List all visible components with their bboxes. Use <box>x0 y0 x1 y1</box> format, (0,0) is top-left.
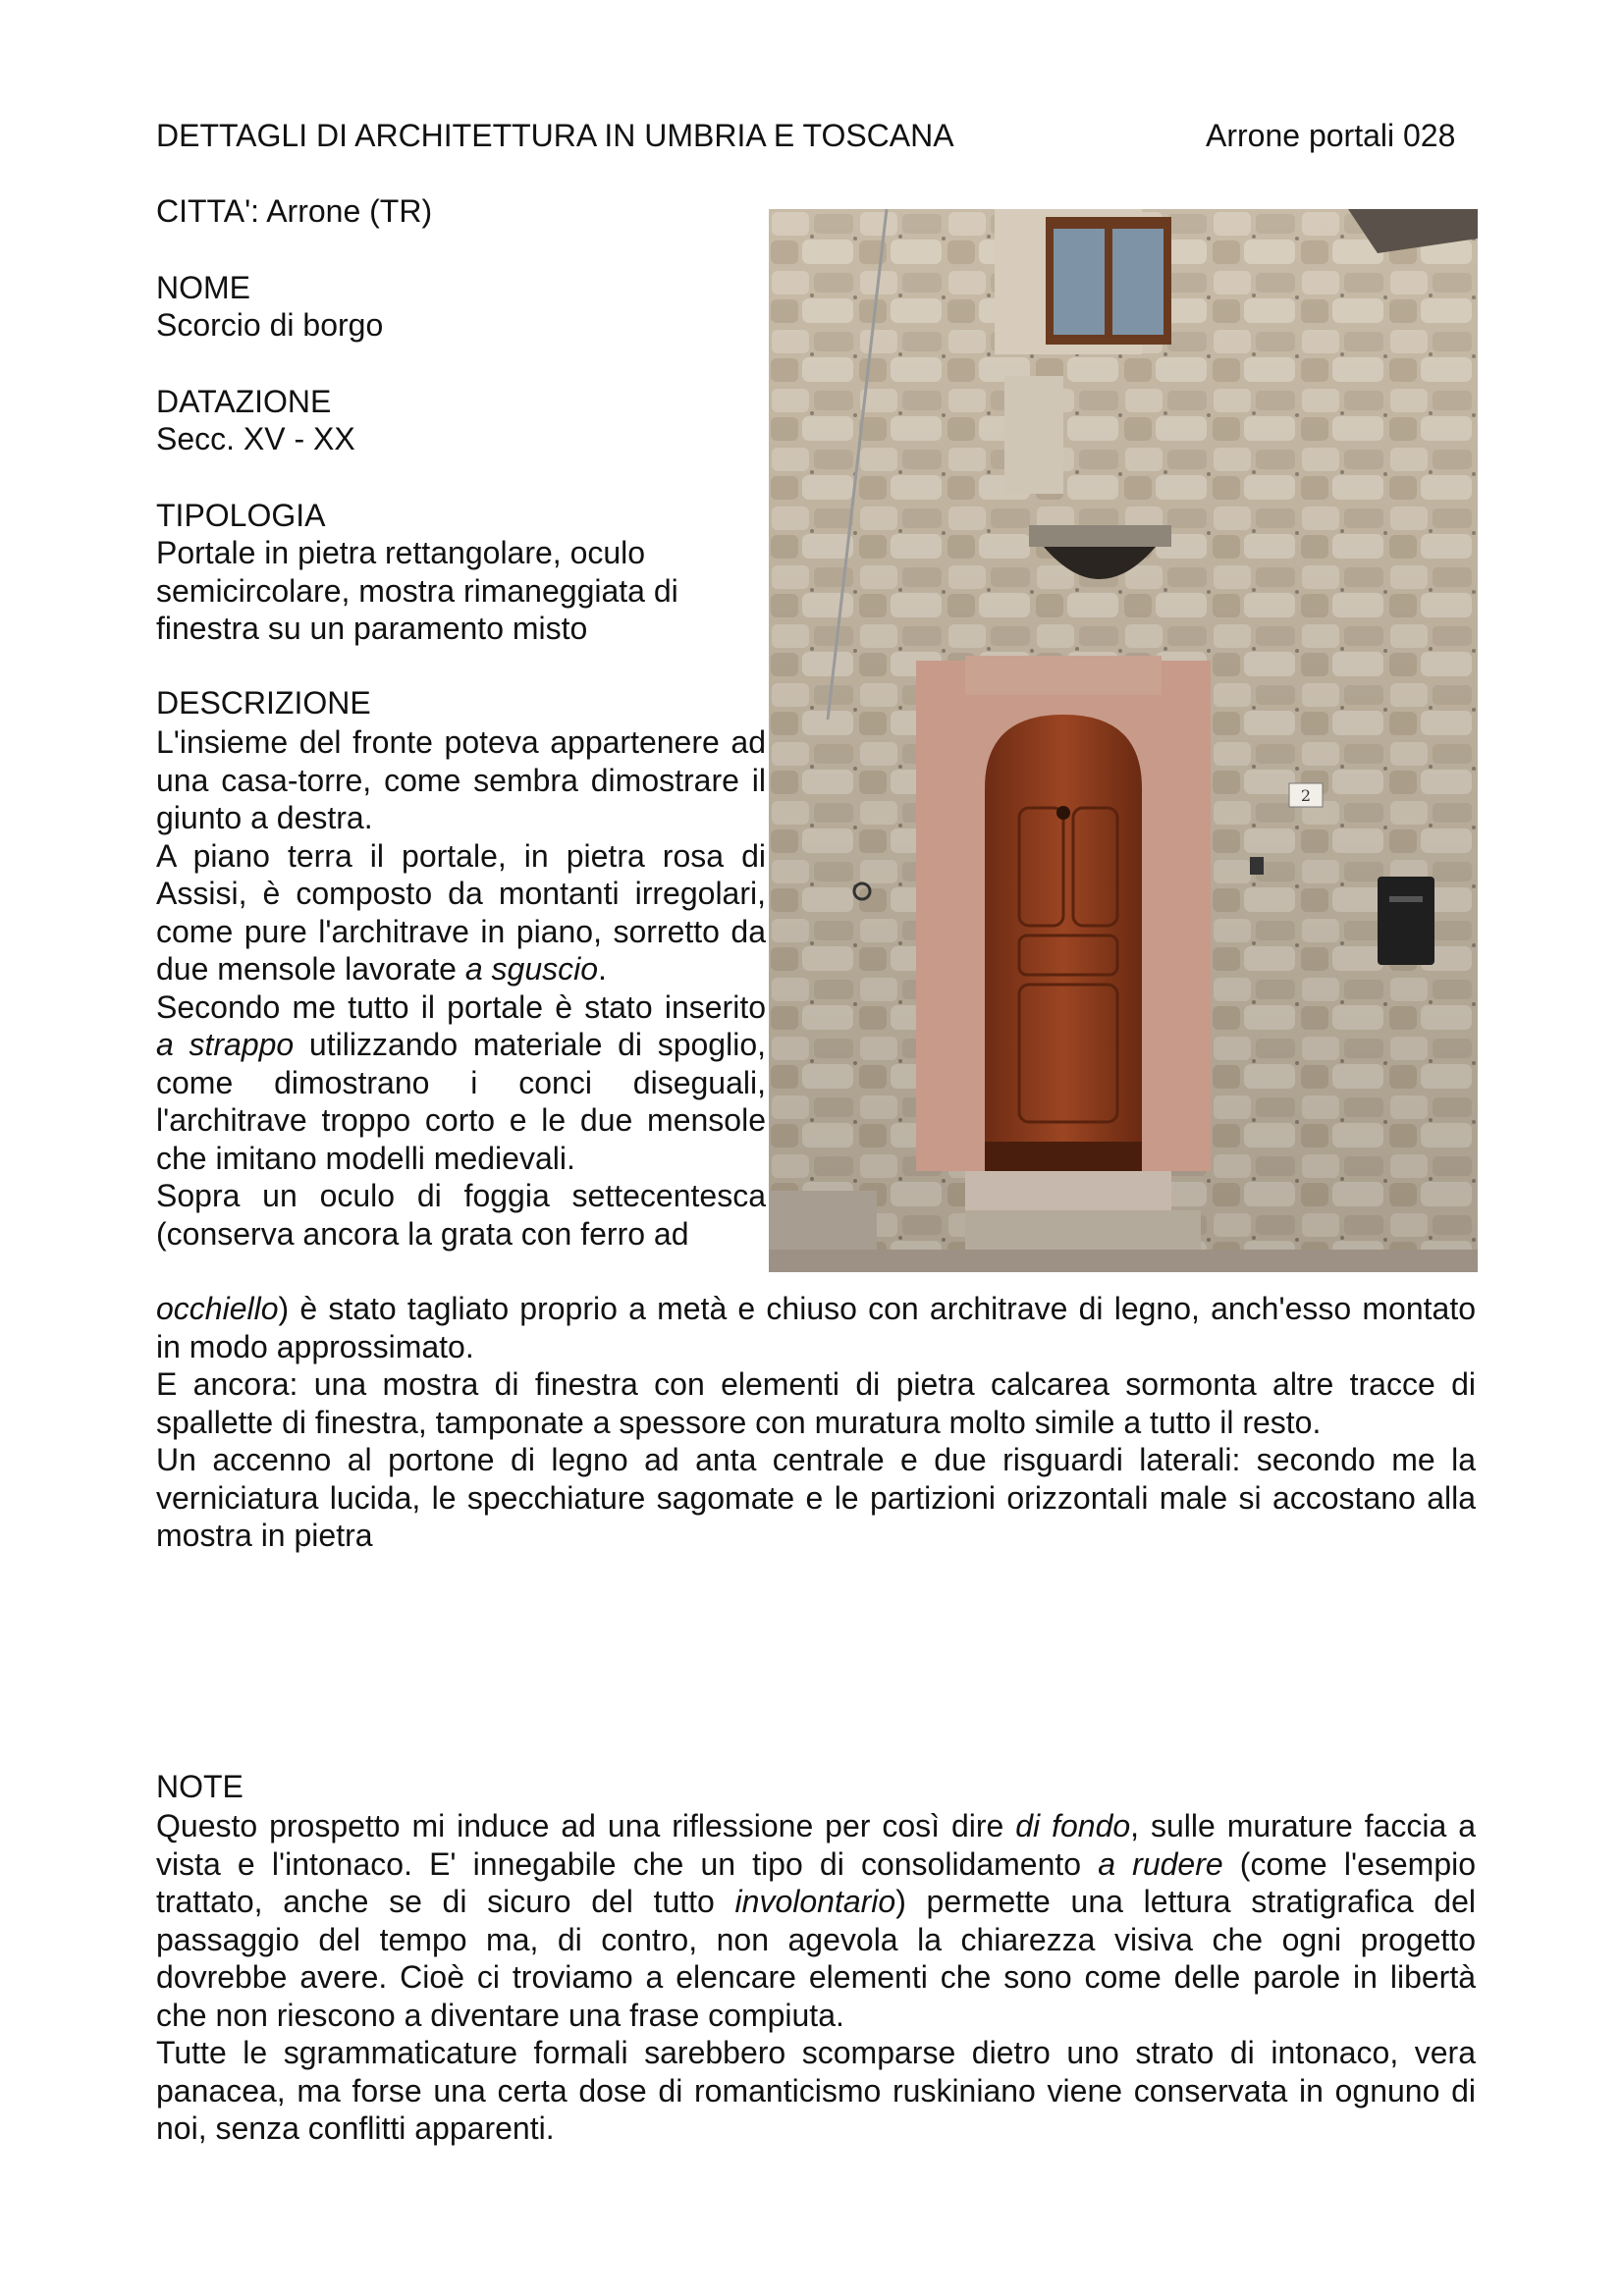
italic-term: a strappo <box>156 1027 295 1062</box>
facade-photo <box>769 209 1478 1272</box>
descrizione-paragraph <box>156 837 766 988</box>
italic-term: di fondo <box>1015 1808 1131 1843</box>
nome-value: Scorcio di borgo <box>156 307 384 343</box>
document-reference: Arrone portali 028 <box>1206 118 1456 153</box>
descrizione-paragraph <box>156 1290 1476 1365</box>
datazione-value: Secc. XV - XX <box>156 421 355 456</box>
text-run: . <box>598 951 607 987</box>
nome-block <box>156 269 765 345</box>
text-run: A piano terra il portale, in pietra rosa di Assisi, è composto da montanti irregolari, come pure l'architrave in piano, sorretto da due mensole lavorate <box>156 837 766 987</box>
citta-block <box>156 192 765 231</box>
italic-term: occhiello <box>156 1291 279 1326</box>
text-run: utilizzando materiale di spoglio, come dimostrano i conci diseguali, l'architrave troppo corto e le due mensole che imitano modelli medievali. <box>156 1027 767 1176</box>
text-run: ) è stato tagliato proprio a metà e chiuso con architrave di legno, anch'esso montato in modo approssimato. <box>156 1291 1476 1364</box>
note-label: NOTE <box>156 1769 243 1804</box>
mailbox <box>1378 877 1434 965</box>
descrizione-paragraph: Sopra un oculo di foggia settecentesca (conserva ancora la grata con ferro ad <box>156 1178 766 1252</box>
note-text <box>156 1807 1476 2148</box>
house-number: 2 <box>1300 786 1312 805</box>
italic-term: involontario <box>734 1884 896 1919</box>
tipologia-label: TIPOLOGIA <box>156 497 326 533</box>
descrizione-paragraph: E ancora: una mostra di finestra con elementi di pietra calcarea sormonta altre tracce di spallette di finestra, tamponate a spessore con muratura molto simile a tutto il resto. <box>156 1366 1476 1440</box>
datazione-label: DATAZIONE <box>156 383 332 419</box>
tipologia-line: Portale in pietra rettangolare, oculo <box>156 535 646 570</box>
text-run: Secondo me tutto il portale è stato inserito <box>156 988 766 1025</box>
descrizione-text-wide <box>156 1290 1476 1555</box>
tipologia-block <box>156 497 765 648</box>
nome-label: NOME <box>156 269 250 305</box>
note-paragraph <box>156 1807 1476 2034</box>
descrizione-paragraph: L'insieme del fronte poteva appartenere ad una casa-torre, come sembra dimostrare il giunto a destra. <box>156 724 766 835</box>
document-title: DETTAGLI DI ARCHITETTURA IN UMBRIA E TOSCANA <box>156 118 954 153</box>
info-column <box>156 192 765 686</box>
tipologia-line: finestra su un paramento misto <box>156 611 588 646</box>
descrizione-paragraph: Un accenno al portone di legno ad anta centrale e due risguardi laterali: secondo me la verniciatura lucida, le specchiature sagomate e le partizioni orizzontali male si accostano alla mostra in pietra <box>156 1442 1476 1553</box>
italic-term: a sguscio <box>464 951 599 987</box>
text-run: ) permette una lettura stratigrafica del passaggio del tempo ma, di contro, non agevola la chiarezza visiva che ogni progetto dovrebbe avere. Cioè ci troviamo a elencare elementi che sono come delle parole in libertà che non riescono a diventare una frase compiuta. <box>156 1884 1477 2033</box>
text-run: (come l'esempio trattato, anche se di sicuro del tutto <box>156 1845 1477 1919</box>
tipologia-line: semicircolare, mostra rimaneggiata di <box>156 572 678 609</box>
descrizione-paragraph <box>156 988 766 1178</box>
datazione-block <box>156 383 765 458</box>
text-run: Questo prospetto mi induce ad una riflessione per così dire <box>156 1808 1016 1843</box>
note-paragraph: Tutte le sgrammaticature formali sarebbero scomparse dietro uno strato di intonaco, vera panacea, ma forse una certa dose di romanticismo ruskiniano viene conservata in ognuno di noi, senza conflitti apparenti. <box>156 2035 1476 2146</box>
italic-term: a rudere <box>1098 1845 1223 1882</box>
text-run: , sulle murature faccia a vista e l'intonaco. E' innegabile che un tipo di consolidamento <box>156 1808 1477 1882</box>
citta-value: CITTA': Arrone (TR) <box>156 193 433 229</box>
descrizione-label: DESCRIZIONE <box>156 685 371 721</box>
descrizione-text-narrow <box>156 723 766 1253</box>
